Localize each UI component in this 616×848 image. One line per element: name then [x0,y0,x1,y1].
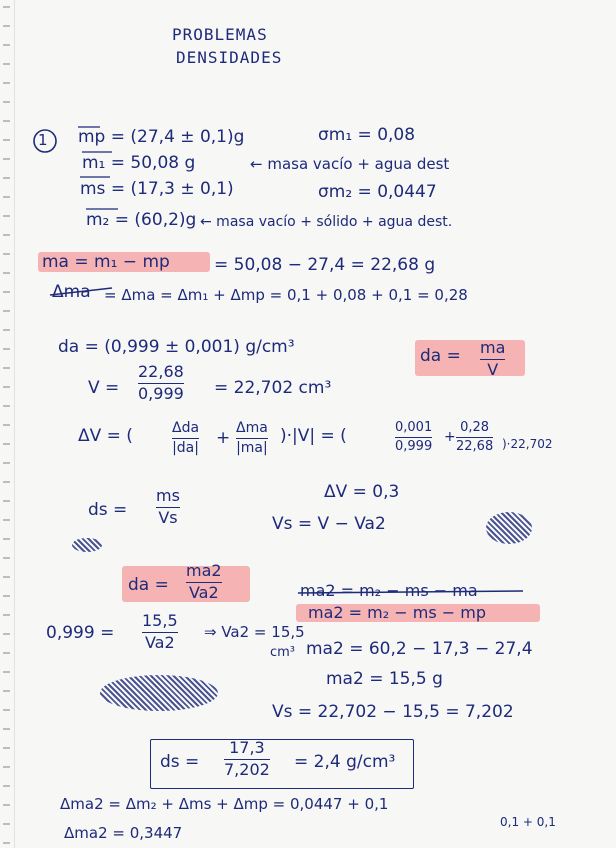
delta-v-plus: + [216,428,231,448]
ds-fraction [156,488,180,527]
frac-2-num: Δma [236,420,268,436]
volume-denominator: 0,999 [138,384,184,404]
da2-numerator: ma2 [186,561,222,580]
m1-value: m₁ = 50,08 g [82,153,196,173]
delta-v-lhs: ΔV = ( [78,426,133,446]
ma-calculation: = 50,08 − 27,4 = 22,68 g [214,255,436,275]
delta-v-tail: )·22,702 [502,437,553,451]
calc-lhs: 0,999 = [46,623,115,643]
result-denominator: 7,202 [224,760,270,780]
vs-calculation: Vs = 22,702 − 15,5 = 7,202 [272,702,514,722]
delta-ma2-continuation: 0,1 + 0,1 [500,815,556,829]
da-formula-lhs: da = [420,346,461,366]
scribble-right [486,512,532,544]
va2-result: ⇒ Va2 = 15,5 [204,623,305,641]
scribble-crossed-out [100,675,218,711]
ma2-calculation: ma2 = 60,2 − 17,3 − 27,4 [306,639,533,659]
frac-3-num: 0,001 [395,420,433,435]
da2-lhs: da = [128,575,169,595]
calc-numerator: 15,5 [142,611,178,630]
delta-v-plus-2: + [444,429,456,445]
m1-note: ← masa vacío + agua dest [250,155,450,173]
calc-fraction [142,613,178,652]
ds-lhs: ds = [88,500,128,520]
scribble-small [72,538,102,552]
da-formula-numerator: ma [480,338,506,357]
frac-4-den: 22,68 [456,439,494,455]
ds-denominator: Vs [158,508,178,528]
delta-v-frac-2 [236,421,268,456]
result-lhs: ds = [160,752,200,772]
frac-1-den: |da| [172,440,199,457]
m2-note: ← masa vacío + sólido + agua dest. [200,214,453,230]
delta-v-result: ΔV = 0,3 [324,482,400,502]
delta-v-mid: )·|V| = ( [280,426,347,446]
frac-4-num: 0,28 [460,420,490,435]
problem-number: 1 [38,131,48,149]
result-numerator: 17,3 [229,738,265,757]
volume-lhs: V = [88,378,120,398]
calc-denominator: Va2 [144,633,175,653]
da-formula-denominator: V [487,360,499,380]
da-value: da = (0,999 ± 0,001) g/cm³ [58,337,295,357]
ma2-value: ma2 = 15,5 g [326,669,443,689]
sigma-m2: σm₂ = 0,0447 [318,182,437,202]
ma2-struck-equation: ma2 = m₂ − ms − ma [300,581,478,600]
m2-value: m₂ = (60,2)g [86,210,197,230]
da-formula-fraction [480,340,505,379]
result-fraction [224,740,270,779]
sigma-m1: σm₁ = 0,08 [318,125,416,145]
da2-denominator: Va2 [188,583,219,603]
delta-v-frac-4 [456,421,493,454]
title-line-2: DENSIDADES [176,48,283,67]
volume-result: = 22,702 cm³ [214,378,332,398]
va2-unit: cm³ [270,645,296,660]
volume-numerator: 22,68 [138,362,184,381]
vs-formula: Vs = V − Va2 [272,514,386,534]
da2-fraction [186,563,222,602]
ma2-equation: ma2 = m₂ − ms − mp [308,603,486,622]
volume-fraction [138,364,184,403]
delta-v-frac-3 [395,421,432,454]
frac-1-num: Δda [172,420,200,436]
title-line-1: PROBLEMAS [172,25,268,44]
frac-3-den: 0,999 [395,439,433,455]
delta-v-frac-1 [172,421,199,456]
delta-ma-calculation: = Δma = Δm₁ + Δmp = 0,1 + 0,08 + 0,1 = 0,28 [104,286,468,304]
ms-value: ms = (17,3 ± 0,1) [80,179,234,199]
ma-definition: ma = m₁ − mp [42,252,170,272]
delta-ma2-result: Δma2 = 0,3447 [64,824,183,842]
ds-numerator: ms [156,486,180,505]
delta-ma-struck: Δma [52,282,91,302]
frac-2-den: |ma| [236,440,268,457]
result-value: = 2,4 g/cm³ [294,752,396,772]
delta-ma2-equation: Δma2 = Δm₂ + Δms + Δmp = 0,0447 + 0,1 [60,795,389,813]
mp-value: mp = (27,4 ± 0,1)g [78,127,245,147]
